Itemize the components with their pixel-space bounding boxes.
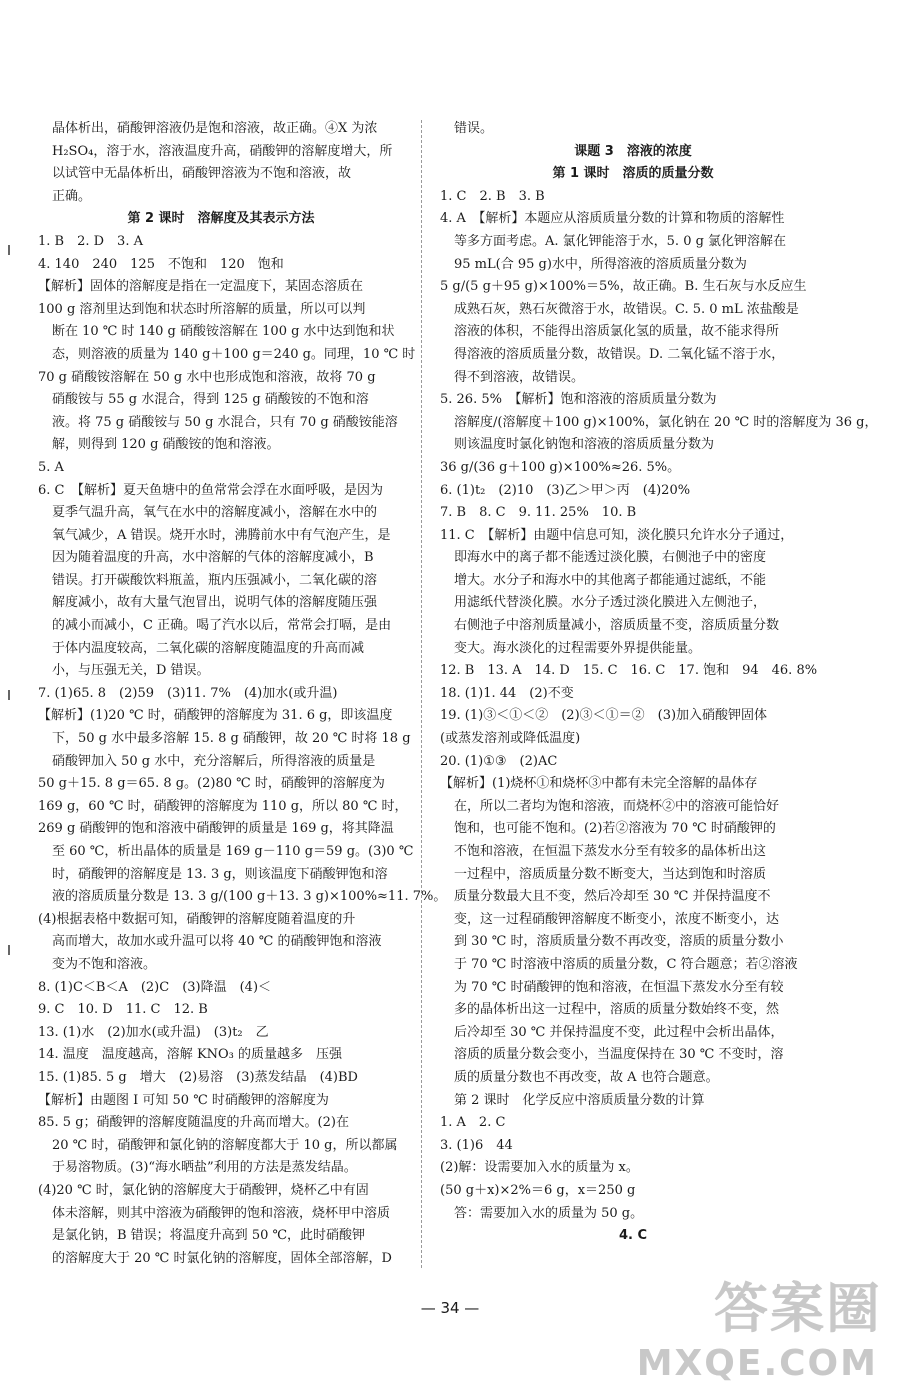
left-line: 70 g 硝酸铵溶解在 50 g 水中也形成饱和溶液，故将 70 g <box>38 369 376 385</box>
right-line: 4. A 【解析】本题应从溶质质量分数的计算和物质的溶解性 <box>440 211 785 227</box>
margin-mark <box>8 690 10 700</box>
right-line: 5 g/(5 g＋95 g)×100%＝5%，故正确。B. 生石灰与水反应生 <box>440 279 807 295</box>
left-line: 20 ℃ 时，硝酸钾和氯化钠的溶解度都大于 10 g，所以都属 <box>52 1137 398 1153</box>
left-line: 100 g 溶剂里达到饱和状态时所溶解的质量，所以可以判 <box>38 301 366 317</box>
left-line: 1. B 2. D 3. A <box>38 233 143 249</box>
right-line: 不饱和溶液，在恒温下蒸发水分至有较多的晶体析出这 <box>454 844 767 859</box>
left-line: 【解析】固体的溶解度是指在一定温度下，某固态溶质在 <box>38 279 364 295</box>
right-line: (2)解：设需要加入水的质量为 x。 <box>440 1160 639 1176</box>
left-line: 因为随着温度的升高，水中溶解的气体的溶解度减小，B <box>52 550 374 566</box>
right-line: 溶质的质量分数会变小，当温度保持在 30 ℃ 不变时，溶 <box>454 1047 784 1063</box>
right-line: 3. (1)6 44 <box>440 1137 513 1153</box>
left-line: 50 g＋15. 8 g＝65. 8 g。(2)80 ℃ 时，硝酸钾的溶解度为 <box>38 776 385 792</box>
left-line: (4)根据表格中数据可知，硝酸钾的溶解度随着温度的升 <box>38 911 356 927</box>
right-line: 课题 3 溶液的浓度 <box>574 143 692 159</box>
left-line: 14. 温度 温度越高，溶解 KNO₃ 的质量越多 压强 <box>38 1047 343 1063</box>
right-line: 为 70 ℃ 时硝酸钾的饱和溶液，在恒温下蒸发水分至有较 <box>454 979 784 995</box>
left-line: 4. 140 240 125 不饱和 120 饱和 <box>38 256 284 272</box>
left-line: 断在 10 ℃ 时 140 g 硝酸铵溶解在 100 g 水中达到饱和状 <box>52 324 395 340</box>
margin-mark <box>8 945 10 955</box>
right-line: 一过程中，溶质质量分数不断变大，当达到饱和时溶质 <box>454 866 767 882</box>
right-line: 第 1 课时 溶质的质量分数 <box>552 166 714 182</box>
page-number: — 34 — <box>420 1299 480 1317</box>
left-line: 6. C 【解析】夏天鱼塘中的鱼常常会浮在水面呼吸，是因为 <box>38 482 383 498</box>
left-line: 第 2 课时 溶解度及其表示方法 <box>127 211 315 227</box>
right-line: 质量分数最大且不变，然后冷却至 30 ℃ 并保持温度不 <box>454 889 771 905</box>
left-line: 液的溶质质量分数是 13. 3 g/(100 g＋13. 3 g)×100%≈11. 7%。 <box>52 889 447 905</box>
left-line: 氧气减少，A 错误。烧开水时，沸腾前水中有气泡产生，是 <box>52 527 391 543</box>
left-line: 至 60 ℃，析出晶体的质量是 169 g－110 g＝59 g。(3)0 ℃ <box>52 844 414 859</box>
right-line: 即海水中的离子都不能透过淡化膜，右侧池子中的密度 <box>454 550 767 566</box>
right-line: 变，这一过程硝酸钾溶解度不断变小，浓度不断变小，达 <box>454 911 780 927</box>
left-line: 晶体析出，硝酸钾溶液仍是饱和溶液，故正确。④X 为浓 <box>52 121 378 136</box>
right-line: 答：需要加入水的质量为 50 g。 <box>454 1205 644 1221</box>
right-line: 在，所以二者均为饱和溶液，而烧杯②中的溶液可能恰好 <box>454 798 780 814</box>
column-divider <box>421 120 422 1268</box>
left-line: 下，50 g 水中最多溶解 15. 8 g 硝酸钾，故 20 ℃ 时将 18 g <box>52 731 411 747</box>
right-line: 7. B 8. C 9. 11. 25% 10. B <box>440 505 637 521</box>
left-line: 15. (1)85. 5 g 增大 (2)易溶 (3)蒸发结晶 (4)BD <box>38 1069 358 1085</box>
left-line: 液。将 75 g 硝酸铵与 50 g 水混合，只有 70 g 硝酸铵能溶 <box>52 414 398 430</box>
right-line: 溶液的体积，不能得出溶质氯化氢的质量，故不能求得所 <box>454 324 780 340</box>
right-line: 饱和，也可能不饱和。(2)若②溶液为 70 ℃ 时硝酸钾的 <box>454 821 776 837</box>
left-line: 以试管中无晶体析出，硝酸钾溶液为不饱和溶液，故 <box>52 166 352 182</box>
left-line: 夏季气温升高，氧气在水中的溶解度减小，溶解在水中的 <box>52 505 378 521</box>
left-line: 小，与压强无关，D 错误。 <box>52 663 210 679</box>
watermark-url: MXQE.COM <box>636 1343 878 1384</box>
watermark-text: 答案圈 <box>714 1277 882 1340</box>
left-line: 85. 5 g；硝酸钾的溶解度随温度的升高而增大。(2)在 <box>38 1115 349 1131</box>
left-line: 8. (1)C＜B＜A (2)C (3)降温 (4)＜ <box>38 979 272 995</box>
left-line: 错误。打开碳酸饮料瓶盖，瓶内压强减小，二氧化碳的溶 <box>52 572 378 588</box>
left-line: 【解析】(1)20 ℃ 时，硝酸钾的溶解度为 31. 6 g，即该温度 <box>38 708 393 724</box>
right-line: 到 30 ℃ 时，溶质质量分数不再改变，溶质的质量分数小 <box>454 934 784 950</box>
left-line: 体未溶解，则其中溶液为硝酸钾的饱和溶液，烧杯甲中溶质 <box>52 1205 391 1221</box>
right-line: (50 g＋x)×2%＝6 g，x＝250 g <box>440 1182 636 1198</box>
right-line: 20. (1)①③ (2)AC <box>440 753 558 769</box>
right-line: (或蒸发溶剂或降低温度) <box>440 731 581 747</box>
left-line: (4)20 ℃ 时，氯化钠的溶解度大于硝酸钾，烧杯乙中有固 <box>38 1182 369 1198</box>
left-line: 于易溶物质。(3)“海水晒盐”利用的方法是蒸发结晶。 <box>52 1160 357 1176</box>
right-line: 6. (1)t₂ (2)10 (3)乙＞甲＞丙 (4)20% <box>440 482 691 498</box>
right-line: 得溶液的溶质质量分数，故错误。D. 二氧化锰不溶于水， <box>454 346 785 362</box>
left-line: H₂SO₄，溶于水，溶液温度升高，硝酸钾的溶解度增大，所 <box>52 143 393 159</box>
right-line: 12. B 13. A 14. D 15. C 16. C 17. 饱和 94 46. 8% <box>440 663 818 679</box>
right-line: 成熟石灰，熟石灰微溶于水，故错误。C. 5. 0 mL 浓盐酸是 <box>454 301 799 317</box>
right-line: 用滤纸代替淡化膜。水分子透过淡化膜进入左侧池子， <box>454 595 767 611</box>
left-line: 硝酸铵与 55 g 水混合，得到 125 g 硝酸铵的不饱和溶 <box>52 392 369 408</box>
right-line: 变大。海水淡化的过程需要外界提供能量。 <box>454 640 702 656</box>
left-line: 的减小而减小，C 正确。喝了汽水以后，常常会打嗝，是由 <box>52 618 392 634</box>
left-line: 硝酸钾加入 50 g 水中，充分溶解后，所得溶液的质量是 <box>52 753 376 769</box>
margin-mark <box>8 245 10 255</box>
right-line: 11. C 【解析】由题中信息可知，淡化膜只允许水分子通过， <box>440 527 794 543</box>
right-line: 则该温度时氯化钠饱和溶液的溶质质量分数为 <box>454 437 715 453</box>
right-line: 错误。 <box>454 121 494 136</box>
left-line: 解度减小，故有大量气泡冒出，说明气体的溶解度随压强 <box>52 595 378 611</box>
right-line: 19. (1)③＜①＜② (2)③＜①＝② (3)加入硝酸钾固体 <box>440 708 768 724</box>
right-line: 等多方面考虑。A. 氯化钾能溶于水，5. 0 g 氯化钾溶解在 <box>454 233 787 249</box>
left-line: 于体内温度较高，二氧化碳的溶解度随温度的升高而减 <box>52 640 365 656</box>
right-line: 18. (1)1. 44 (2)不变 <box>440 685 574 701</box>
right-line: 95 mL(合 95 g)水中，所得溶液的溶质质量分数为 <box>454 256 747 272</box>
left-line: 【解析】由题图 I 可知 50 ℃ 时硝酸钾的溶解度为 <box>38 1092 329 1108</box>
left-line: 7. (1)65. 8 (2)59 (3)11. 7% (4)加水(或升温) <box>38 685 338 701</box>
left-line: 变为不饱和溶液。 <box>52 956 157 972</box>
right-line: 5. 26. 5% 【解析】饱和溶液的溶质质量分数为 <box>440 392 717 408</box>
left-line: 269 g 硝酸钾的饱和溶液中硝酸钾的质量是 169 g，将其降温 <box>38 821 394 837</box>
right-line: 质的质量分数也不再改变，故 A 也符合题意。 <box>454 1069 719 1085</box>
left-line: 正确。 <box>52 188 92 204</box>
left-line: 高而增大，故加水或升温可以将 40 ℃ 的硝酸钾饱和溶液 <box>52 934 382 950</box>
right-line: 得不到溶液，故错误。 <box>454 369 585 385</box>
right-line: 于 70 ℃ 时溶液中溶质的质量分数，C 符合题意；若②溶液 <box>454 956 798 972</box>
right-line: 后冷却至 30 ℃ 并保持温度不变，此过程中会析出晶体， <box>454 1024 784 1040</box>
left-line: 9. C 10. D 11. C 12. B <box>38 1002 208 1018</box>
right-line: 1. A 2. C <box>440 1115 506 1131</box>
right-line: 第 2 课时 化学反应中溶质质量分数的计算 <box>454 1092 705 1108</box>
left-column <box>38 118 447 1270</box>
left-line: 13. (1)水 (2)加水(或升温) (3)t₂ 乙 <box>38 1024 269 1040</box>
right-line: 4. C <box>618 1228 648 1244</box>
right-column <box>440 118 878 1248</box>
left-line: 169 g，60 ℃ 时，硝酸钾的溶解度为 110 g，所以 80 ℃ 时， <box>38 798 408 814</box>
right-line: 多的晶体析出这一过程中，溶质的质量分数始终不变，然 <box>454 1002 780 1018</box>
left-line: 5. A <box>38 459 64 475</box>
right-line: 溶解度/(溶解度＋100 g)×100%，氯化钠在 20 ℃ 时的溶解度为 36 g， <box>454 414 878 430</box>
left-line: 态，则溶液的质量为 140 g＋100 g＝240 g。同理，10 ℃ 时 <box>52 346 416 362</box>
left-line: 是氯化钠，B 错误；将温度升高到 50 ℃，此时硝酸钾 <box>52 1228 366 1244</box>
right-line: 1. C 2. B 3. B <box>440 188 545 204</box>
right-line: 右侧池子中溶剂质量减小，溶质质量不变，溶质质量分数 <box>454 618 780 634</box>
watermark-logo <box>636 1277 882 1384</box>
right-line: 【解析】(1)烧杯①和烧杯③中都有未完全溶解的晶体存 <box>440 776 758 792</box>
left-line: 解，则得到 120 g 硝酸铵的饱和溶液。 <box>52 437 280 453</box>
left-line: 时，硝酸钾的溶解度是 13. 3 g，则该温度下硝酸钾饱和溶 <box>52 866 388 882</box>
left-line: 的溶解度大于 20 ℃ 时氯化钠的溶解度，固体全部溶解，D <box>52 1250 392 1266</box>
right-line: 36 g/(36 g＋100 g)×100%≈26. 5%。 <box>440 459 681 475</box>
right-line: 增大。水分子和海水中的其他离子都能通过滤纸，不能 <box>454 572 767 588</box>
